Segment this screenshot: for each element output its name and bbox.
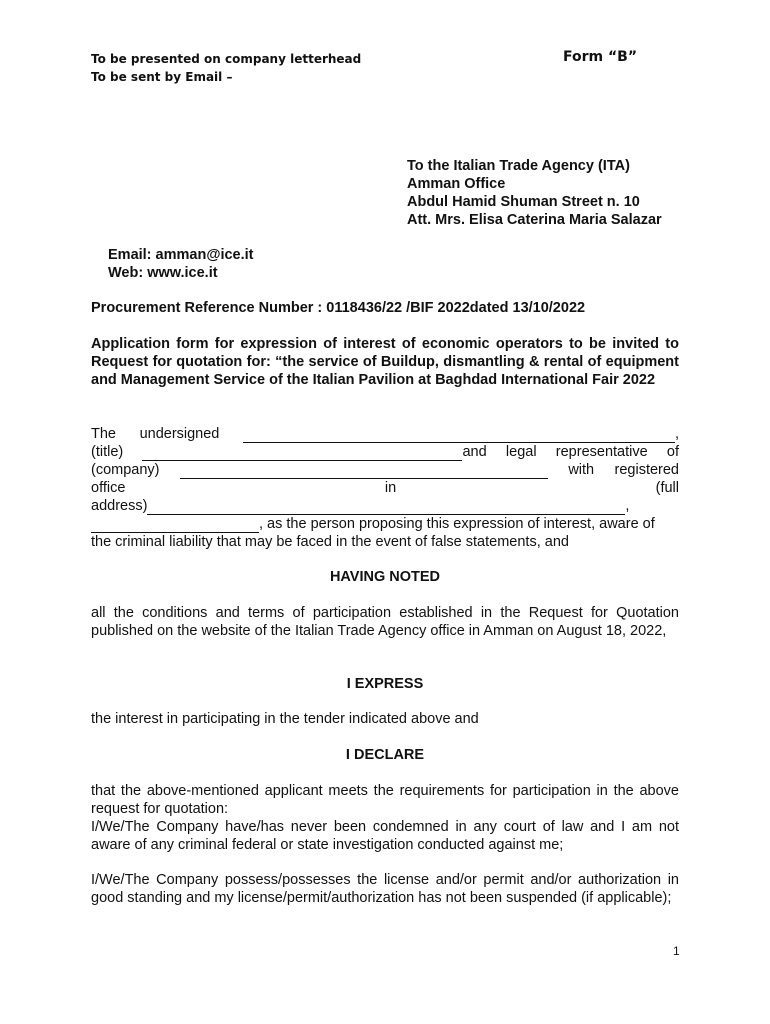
- address-comma: ,: [625, 498, 630, 514]
- i-declare-body-3: I/We/The Company possess/possesses the license and/or permit and/or authorization in good standing and my license/permit/authorization has not been suspended (if applicable);: [91, 872, 679, 906]
- i-declare-heading: I DECLARE: [345, 747, 425, 763]
- office-row: [91, 479, 679, 497]
- applicant-details-form: [91, 425, 679, 551]
- title-label: (title): [91, 444, 124, 460]
- title-row: [91, 443, 679, 461]
- address-field[interactable]: [147, 501, 625, 515]
- proposing-text: , as the person proposing this expression of interest, aware of: [259, 516, 655, 532]
- liability-text: the criminal liability that may be faced in the event of false statements, and: [91, 534, 569, 550]
- form-label: Form “B”: [563, 49, 638, 65]
- procurement-reference: Procurement Reference Number : 0118436/22 /BIF 2022dated 13/10/2022: [91, 300, 586, 316]
- having-noted-heading: HAVING NOTED: [329, 569, 441, 585]
- having-noted-body: all the conditions and terms of participation established in the Request for Quotation published on the website of the Italian Trade Agency office in Amman on August 18, 2022,: [91, 605, 679, 639]
- undersigned-field-wrap: [243, 425, 679, 443]
- contact-web: Web: www.ice.it: [108, 265, 218, 281]
- undersigned-word-1: The: [91, 426, 116, 442]
- proposer-row: [91, 515, 679, 533]
- address-label: address): [91, 498, 148, 514]
- full-label: (full: [655, 480, 679, 496]
- registered-word-1: with: [568, 462, 595, 478]
- undersigned-row: [91, 425, 679, 443]
- legal-word-4: of: [666, 444, 679, 460]
- proposer-field[interactable]: [91, 519, 259, 533]
- office-label: office: [91, 480, 126, 496]
- legal-word-2: legal: [505, 444, 537, 460]
- contact-email: Email: amman@ice.it: [108, 247, 254, 263]
- company-label: (company): [91, 462, 160, 478]
- undersigned-comma: ,: [674, 426, 679, 442]
- recipient-block: [407, 157, 662, 229]
- page-number: 1: [673, 944, 680, 958]
- i-declare-body-2: I/We/The Company have/has never been condemned in any court of law and I am not aware of any criminal federal or state investigation conducted against me;: [91, 819, 679, 853]
- i-declare-body-1: that the above-mentioned applicant meets the requirements for participation in the above request for quotation:: [91, 783, 679, 817]
- company-field[interactable]: [180, 465, 548, 479]
- recipient-line-2: Amman Office: [407, 176, 506, 192]
- recipient-line-3: Abdul Hamid Shuman Street n. 10: [407, 194, 640, 210]
- i-express-body: the interest in participating in the tender indicated above and: [91, 711, 479, 727]
- recipient-line-1: To the Italian Trade Agency (ITA): [407, 158, 630, 174]
- undersigned-word-2: undersigned: [139, 426, 220, 442]
- application-title: Application form for expression of interest of economic operators to be invited to Request for quotation for: “the service of Buildup, dismantling & rental of equipment and Management Service of the Italian Pavilion at Baghdad International Fair 2022: [91, 336, 679, 388]
- in-label: in: [384, 480, 397, 496]
- title-field[interactable]: [142, 447, 462, 461]
- contact-block: [108, 246, 254, 282]
- i-express-heading: I EXPRESS: [346, 676, 424, 692]
- legal-word-1: and: [462, 444, 487, 460]
- company-row: [91, 461, 679, 479]
- recipient-line-4: Att. Mrs. Elisa Caterina Maria Salazar: [407, 212, 662, 228]
- title-field-wrap: [142, 443, 486, 461]
- undersigned-name-field[interactable]: [243, 429, 675, 443]
- email-note: To be sent by Email –: [91, 70, 233, 84]
- legal-word-3: representative: [555, 444, 648, 460]
- letterhead-note: To be presented on company letterhead: [91, 52, 362, 66]
- address-row: [91, 497, 679, 515]
- registered-word-2: registered: [614, 462, 679, 478]
